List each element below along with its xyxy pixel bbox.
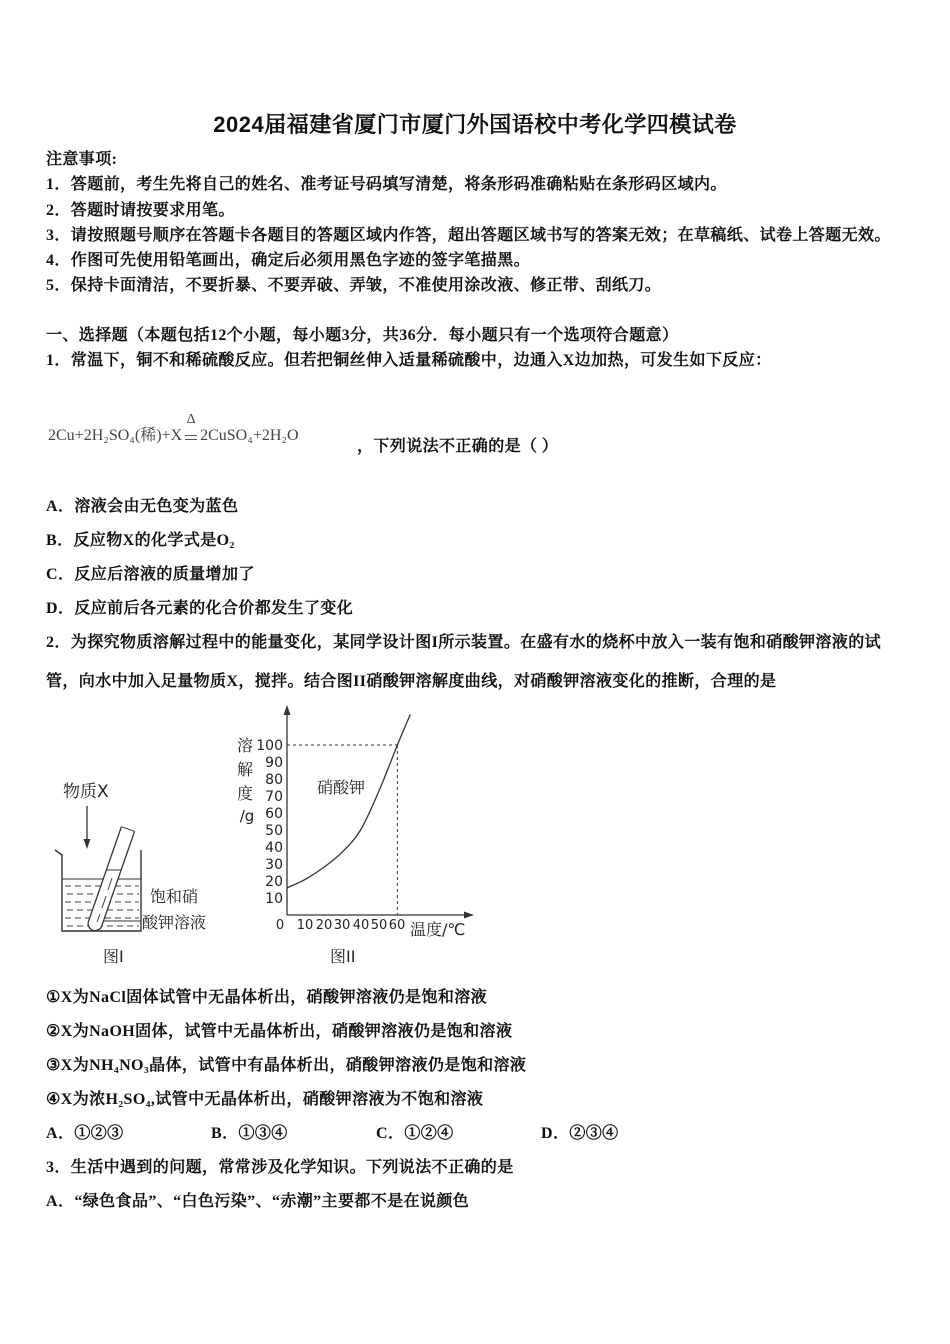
equation-products: 2CuSO₄+2H₂O <box>200 427 299 444</box>
y-tick-label: 100 <box>256 738 283 754</box>
q2-stem-line: 管，向水中加入足量物质X，搅拌。结合图II硝酸钾溶解度曲线，对硝酸钾溶液变化的推断，合理的是 <box>46 673 777 690</box>
q2-statement: ①X为NaCl固体试管中无晶体析出，硝酸钾溶液仍是饱和溶液 <box>46 989 488 1006</box>
notice-item: 4．作图可先使用铅笔画出，确定后必须用黑色字迹的签字笔描黑。 <box>46 252 531 269</box>
y-axis-label-part: /g <box>239 807 255 825</box>
x-tick-label: 20 <box>315 918 333 933</box>
y-tick-label: 50 <box>265 823 283 839</box>
figure-2-caption: 图II <box>330 947 356 966</box>
notice-item: 2．答题时请按要求用笔。 <box>46 202 235 219</box>
equals-sign <box>185 435 197 440</box>
q1-equation <box>48 412 299 448</box>
q1-option-a: A．溶液会由无色变为蓝色 <box>46 498 239 515</box>
y-tick-label: 90 <box>265 755 283 771</box>
heat-symbol: Δ <box>186 412 196 427</box>
x-axis-arrow-icon <box>464 912 474 919</box>
q1-option-d: D．反应前后各元素的化合价都发生了变化 <box>46 600 354 617</box>
y-tick-label: 60 <box>265 806 283 822</box>
x-tick-label: 10 <box>296 918 314 933</box>
notice-item: 5．保持卡面清洁，不要折暴、不要弄破、弄皱，不准使用涂改液、修正带、刮纸刀。 <box>46 277 662 294</box>
q2-option-d: D．②③④ <box>541 1125 619 1142</box>
q2-statement: ③X为NH₄NO₃晶体，试管中有晶体析出，硝酸钾溶液仍是饱和溶液 <box>46 1057 527 1074</box>
notice-item: 1．答题前，考生先将自己的姓名、准考证号码填写清楚，将条形码准确粘贴在条形码区域内。 <box>46 176 727 193</box>
equation-reactants: 2Cu+2H₂SO₄(稀)+X <box>48 427 183 444</box>
down-arrow-icon <box>84 839 91 849</box>
reagent-label: 物质X <box>63 782 109 802</box>
y-axis-arrow-icon <box>284 705 291 715</box>
q1-option-b: B．反应物X的化学式是O₂ <box>46 532 235 549</box>
x-tick-label: 60 <box>388 918 406 933</box>
curve-label: 硝酸钾 <box>316 778 366 797</box>
q1-prompt: ，下列说法不正确的是（ ） <box>357 438 559 455</box>
q3-option-a: A．“绿色食品”、“白色污染”、“赤潮”主要都不是在说颜色 <box>46 1193 470 1210</box>
figure-1-caption: 图I <box>103 947 124 966</box>
q2-statement: ②X为NaOH固体，试管中无晶体析出，硝酸钾溶液仍是饱和溶液 <box>46 1023 513 1040</box>
q2-option-c: C．①②④ <box>376 1125 454 1142</box>
y-tick-label: 80 <box>265 772 283 788</box>
y-axis-label-part: 解 <box>236 760 254 779</box>
figure-2-solubility-chart <box>237 705 474 966</box>
solution-label-line: 饱和硝 <box>150 887 199 906</box>
x-axis-label: 温度/℃ <box>410 920 466 939</box>
y-tick-label: 70 <box>265 789 283 805</box>
q2-statement: ④X为浓H₂SO₄,试管中无晶体析出，硝酸钾溶液为不饱和溶液 <box>46 1091 484 1108</box>
notice-heading: 注意事项: <box>46 151 118 168</box>
y-axis-label-part: 度 <box>236 784 254 803</box>
q2-option-b: B．①③④ <box>211 1125 288 1142</box>
q1-option-c: C．反应后溶液的质量增加了 <box>46 566 255 583</box>
solubility-curve <box>287 714 410 887</box>
q1-stem: 1．常温下，铜不和稀硫酸反应。但若把铜丝伸入适量稀硫酸中，边通入X边加热，可发生如下反应： <box>46 352 772 369</box>
q3-stem: 3．生活中遇到的问题，常常涉及化学知识。下列说法不正确的是 <box>46 1159 514 1176</box>
reaction-condition <box>183 412 199 446</box>
q2-stem-line: 2．为探究物质溶解过程中的能量变化，某同学设计图I所示装置。在盛有水的烧杯中放入一装有饱和硝酸钾溶液的试 <box>46 634 882 651</box>
page-title: 2024届福建省厦门市厦门外国语校中考化学四模试卷 <box>213 112 737 137</box>
section-heading: 一、选择题（本题包括12个小题，每小题3分，共36分．每小题只有一个选项符合题意） <box>46 327 679 344</box>
solubility-figure <box>40 700 480 975</box>
x-tick-label: 50 <box>370 918 388 933</box>
y-tick-label: 40 <box>265 840 283 856</box>
notice-item: 3．请按照题号顺序在答题卡各题目的答题区域内作答，超出答题区域书写的答案无效；在草稿纸、试卷上答题无效。 <box>46 227 891 244</box>
x-tick-label: 0 <box>275 918 285 933</box>
x-tick-label: 40 <box>352 918 370 933</box>
y-tick-label: 10 <box>265 891 283 907</box>
y-axis-label-part: 溶 <box>236 736 254 755</box>
solution-label-line: 酸钾溶液 <box>142 913 207 932</box>
y-tick-label: 20 <box>265 874 283 890</box>
figure-1-apparatus <box>55 782 206 966</box>
y-tick-label: 30 <box>265 857 283 873</box>
x-tick-label: 30 <box>333 918 351 933</box>
q2-option-a: A．①②③ <box>46 1125 124 1142</box>
